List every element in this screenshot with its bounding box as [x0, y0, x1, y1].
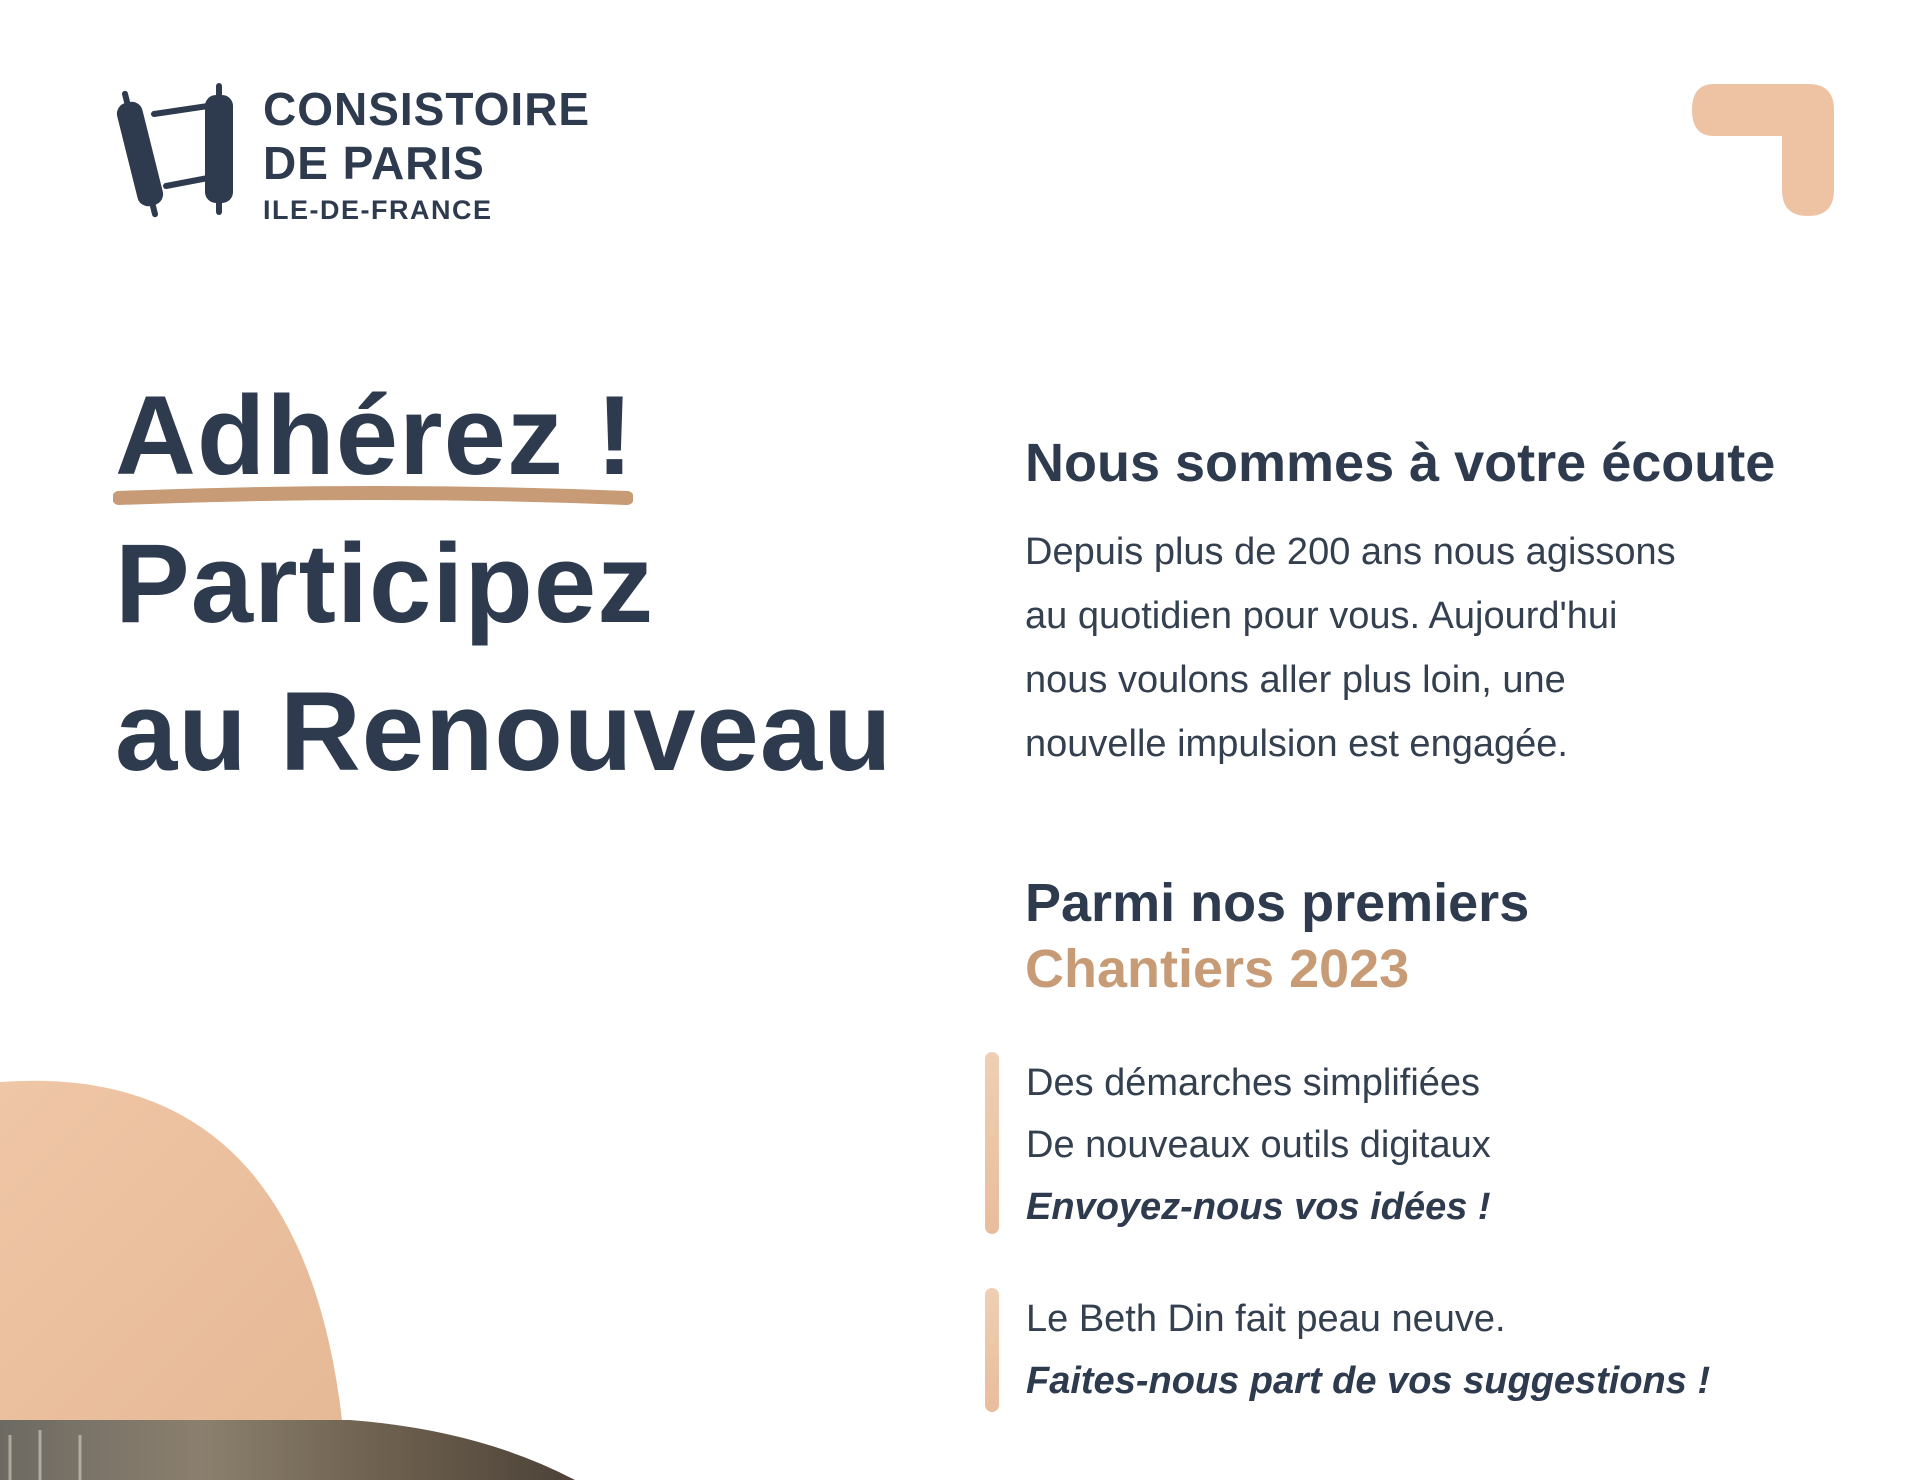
peach-arc — [0, 1081, 342, 1420]
logo — [108, 82, 608, 225]
hero-line-renouveau: au Renouveau — [115, 669, 893, 794]
intro-line: au quotidien pour vous. Aujourd'hui — [1025, 595, 1618, 637]
hero-line-participez: Participez — [115, 521, 655, 646]
list-item: Des démarches simplifiées — [1026, 1062, 1481, 1104]
list-accent-bar — [985, 1052, 999, 1234]
underline-stroke — [113, 486, 633, 506]
list-item: Le Beth Din fait peau neuve. — [1026, 1298, 1506, 1340]
list-cta-ideas[interactable]: Envoyez-nous vos idées ! — [1026, 1186, 1491, 1228]
logo-text — [263, 82, 590, 228]
hero-adherez-text: Adhérez ! — [115, 373, 635, 498]
logo-line-ile-de-france: ILE-DE-FRANCE — [263, 195, 493, 225]
list-item: De nouveaux outils digitaux — [1026, 1124, 1491, 1166]
torah-scroll-icon — [108, 82, 248, 222]
intro-paragraph — [1025, 520, 1885, 776]
list-lines — [1026, 1288, 1710, 1412]
corner-decoration — [1690, 82, 1840, 222]
list-cta-suggestions[interactable]: Faites-nous part de vos suggestions ! — [1026, 1360, 1711, 1402]
logo-line-de-paris: DE PARIS — [263, 137, 485, 189]
chantiers-title: Parmi nos premiers — [1025, 873, 1530, 933]
hero-line-adherez — [115, 362, 893, 510]
list-block-beth-din — [985, 1288, 1885, 1412]
intro-line: nous voulons aller plus loin, une — [1025, 659, 1566, 701]
intro-title: Nous sommes à votre écoute — [1025, 433, 1776, 493]
hero-heading — [115, 362, 893, 806]
list-accent-bar — [985, 1288, 999, 1412]
list-block-demarches — [985, 1052, 1885, 1234]
decorative-arcs — [0, 1080, 580, 1480]
intro-line: nouvelle impulsion est engagée. — [1025, 723, 1568, 765]
chantiers-section — [1025, 870, 1529, 1002]
photo-arc — [0, 1420, 575, 1480]
logo-line-consistoire: CONSISTOIRE — [263, 83, 591, 135]
intro-section — [1025, 430, 1885, 776]
list-lines — [1026, 1052, 1491, 1238]
intro-line: Depuis plus de 200 ans nous agissons — [1025, 531, 1676, 573]
chantiers-accent: Chantiers 2023 — [1025, 939, 1410, 999]
